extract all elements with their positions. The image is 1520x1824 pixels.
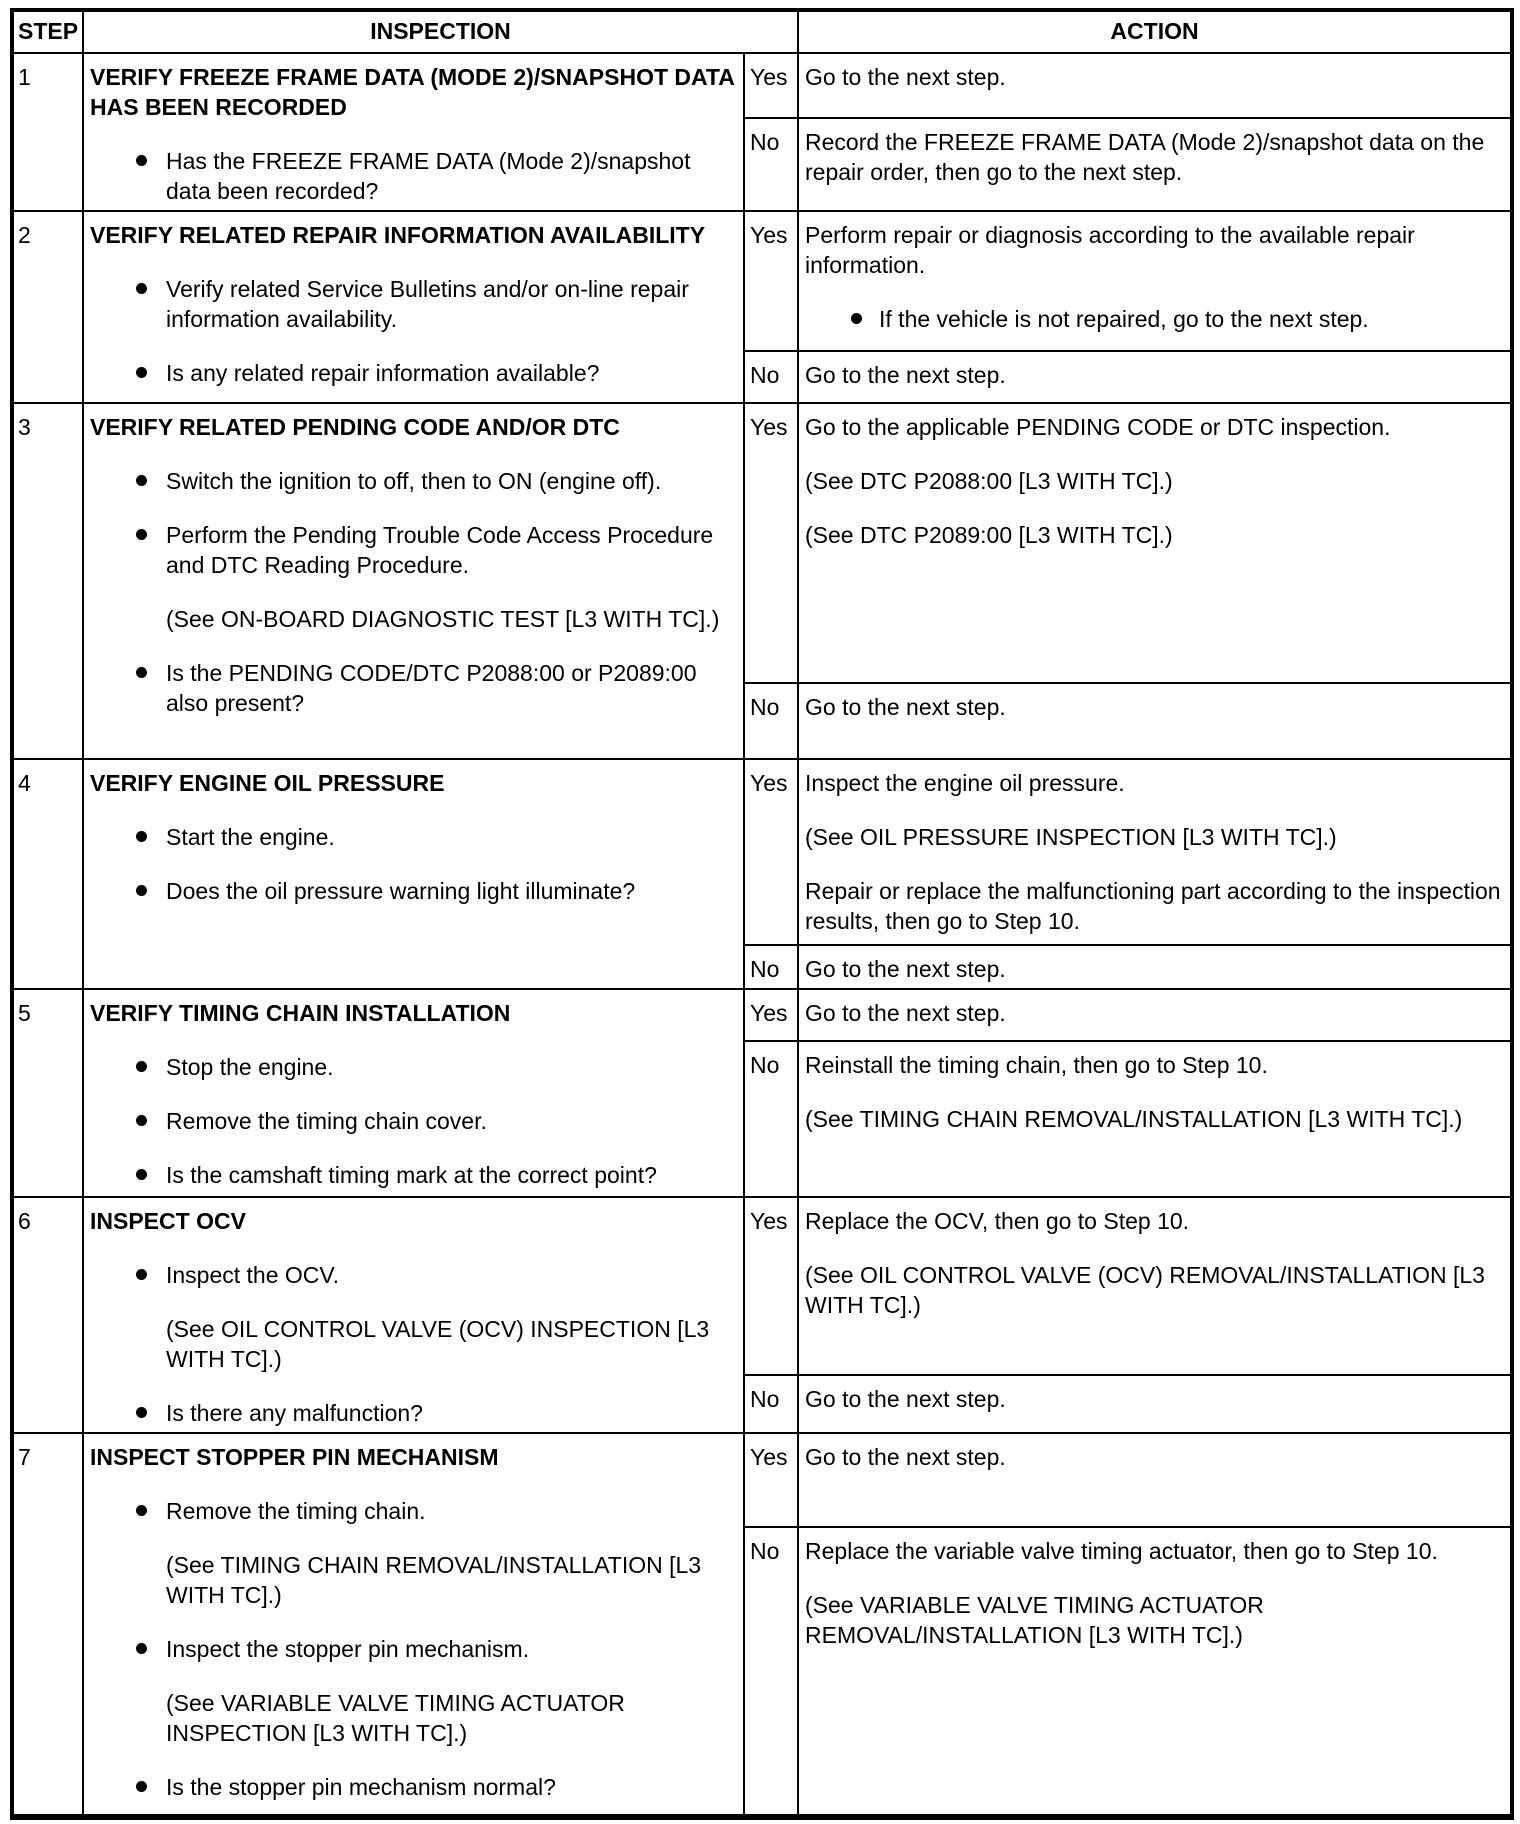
step-4-row-yes xyxy=(11,759,1511,945)
action-no xyxy=(798,118,1511,211)
inspection-reference: (See TIMING CHAIN REMOVAL/INSTALLATION [L3 WITH TC].) xyxy=(166,1552,702,1608)
action-reference: (See DTC P2088:00 [L3 WITH TC].) xyxy=(805,468,1173,494)
action-no xyxy=(798,1527,1511,1815)
action-yes xyxy=(798,1433,1511,1527)
action-no xyxy=(798,945,1511,989)
inspection-item: Is there any malfunction? xyxy=(90,1398,737,1428)
diagnostic-procedure-sheet xyxy=(10,8,1510,1816)
action-no xyxy=(798,683,1511,759)
inspection-item: Stop the engine. xyxy=(90,1052,737,1082)
inspection-reference: (See ON-BOARD DIAGNOSTIC TEST [L3 WITH TC].) xyxy=(166,606,720,632)
step-title: INSPECT STOPPER PIN MECHANISM xyxy=(90,1444,499,1470)
step-5-row-yes xyxy=(11,989,1511,1041)
action-reference: (See OIL CONTROL VALVE (OCV) REMOVAL/INSTALLATION [L3 WITH TC].) xyxy=(805,1262,1485,1318)
action-text: Replace the OCV, then go to Step 10. xyxy=(805,1208,1190,1234)
action-text: Go to the next step. xyxy=(805,1444,1006,1470)
yes-label: Yes xyxy=(744,53,798,118)
inspection-cell xyxy=(83,53,744,211)
inspection-item: Has the FREEZE FRAME DATA (Mode 2)/snapshot data been recorded? xyxy=(90,146,737,206)
inspection-item: Is any related repair information available? xyxy=(90,358,737,388)
inspection-item: Start the engine. xyxy=(90,822,737,852)
inspection-cell xyxy=(83,403,744,759)
no-label: No xyxy=(744,1041,798,1197)
action-text: Repair or replace the malfunctioning part according to the inspection results, then go to Step 10. xyxy=(805,878,1501,934)
inspection-item: Perform the Pending Trouble Code Access Procedure and DTC Reading Procedure. xyxy=(90,520,737,580)
step-title: VERIFY RELATED PENDING CODE AND/OR DTC xyxy=(90,414,620,440)
inspection-item: Is the PENDING CODE/DTC P2088:00 or P2089:00 also present? xyxy=(90,658,737,718)
no-label: No xyxy=(744,351,798,403)
action-text: Record the FREEZE FRAME DATA (Mode 2)/snapshot data on the repair order, then go to the next step. xyxy=(805,128,1485,185)
inspection-item: Switch the ignition to off, then to ON (engine off). xyxy=(90,466,737,496)
step-1-row-yes xyxy=(11,53,1511,118)
action-no xyxy=(798,1041,1511,1197)
inspection-item: Is the stopper pin mechanism normal? xyxy=(90,1772,737,1802)
step-number: 3 xyxy=(11,403,83,759)
step-title: VERIFY ENGINE OIL PRESSURE xyxy=(90,770,445,796)
step-2-row-yes xyxy=(11,211,1511,351)
no-label: No xyxy=(744,1375,798,1433)
diagnostic-table xyxy=(10,8,1512,1816)
header-step: STEP xyxy=(11,9,83,53)
action-no xyxy=(798,1375,1511,1433)
action-no xyxy=(798,351,1511,403)
yes-label: Yes xyxy=(744,1197,798,1375)
action-yes xyxy=(798,211,1511,351)
step-title: VERIFY FREEZE FRAME DATA (MODE 2)/SNAPSHOT DATA HAS BEEN RECORDED xyxy=(90,64,735,120)
action-text: Go to the next step. xyxy=(805,1000,1006,1026)
inspection-item: Inspect the stopper pin mechanism. xyxy=(90,1634,737,1664)
action-yes xyxy=(798,989,1511,1041)
header-action: ACTION xyxy=(798,9,1511,53)
inspection-reference: (See OIL CONTROL VALVE (OCV) INSPECTION [L3 WITH TC].) xyxy=(166,1316,710,1372)
action-yes xyxy=(798,403,1511,683)
action-reference: (See VARIABLE VALVE TIMING ACTUATOR REMOVAL/INSTALLATION [L3 WITH TC].) xyxy=(805,1592,1264,1648)
no-label: No xyxy=(744,118,798,211)
step-number: 6 xyxy=(11,1197,83,1433)
header-inspection: INSPECTION xyxy=(83,9,798,53)
step-title: VERIFY RELATED REPAIR INFORMATION AVAILABILITY xyxy=(90,222,706,248)
step-title: INSPECT OCV xyxy=(90,1208,246,1234)
yes-label: Yes xyxy=(744,989,798,1041)
action-text: Reinstall the timing chain, then go to Step 10. xyxy=(805,1052,1268,1078)
action-yes xyxy=(798,1197,1511,1375)
yes-label: Yes xyxy=(744,1433,798,1527)
action-reference: (See OIL PRESSURE INSPECTION [L3 WITH TC].) xyxy=(805,824,1337,850)
step-number: 7 xyxy=(11,1433,83,1815)
step-6-row-yes xyxy=(11,1197,1511,1375)
inspection-item: Does the oil pressure warning light illuminate? xyxy=(90,876,737,906)
action-text: Go to the applicable PENDING CODE or DTC inspection. xyxy=(805,414,1391,440)
action-yes xyxy=(798,53,1511,118)
action-text: Go to the next step. xyxy=(805,956,1006,982)
action-text: Perform repair or diagnosis according to the available repair information. xyxy=(805,222,1415,278)
inspection-item: Inspect the OCV. xyxy=(90,1260,737,1290)
header-row xyxy=(11,9,1511,53)
step-number: 2 xyxy=(11,211,83,403)
action-yes xyxy=(798,759,1511,945)
inspection-cell xyxy=(83,1433,744,1815)
no-label: No xyxy=(744,945,798,989)
yes-label: Yes xyxy=(744,211,798,351)
step-7-row-yes xyxy=(11,1433,1511,1527)
inspection-reference: (See VARIABLE VALVE TIMING ACTUATOR INSPECTION [L3 WITH TC].) xyxy=(166,1690,625,1746)
inspection-item: Remove the timing chain cover. xyxy=(90,1106,737,1136)
inspection-cell xyxy=(83,1197,744,1433)
step-title: VERIFY TIMING CHAIN INSTALLATION xyxy=(90,1000,511,1026)
no-label: No xyxy=(744,1527,798,1815)
action-text: Replace the variable valve timing actuator, then go to Step 10. xyxy=(805,1538,1438,1564)
inspection-cell xyxy=(83,759,744,989)
action-reference: (See TIMING CHAIN REMOVAL/INSTALLATION [L3 WITH TC].) xyxy=(805,1106,1463,1132)
action-reference: (See DTC P2089:00 [L3 WITH TC].) xyxy=(805,522,1173,548)
action-text: Go to the next step. xyxy=(805,694,1006,720)
action-text: Go to the next step. xyxy=(805,362,1006,388)
action-text: Go to the next step. xyxy=(805,1386,1006,1412)
action-text: Inspect the engine oil pressure. xyxy=(805,770,1125,796)
step-number: 4 xyxy=(11,759,83,989)
no-label: No xyxy=(744,683,798,759)
action-text: Go to the next step. xyxy=(805,64,1006,90)
yes-label: Yes xyxy=(744,403,798,683)
inspection-cell xyxy=(83,211,744,403)
inspection-item: Verify related Service Bulletins and/or on-line repair information availability. xyxy=(90,274,737,334)
step-number: 5 xyxy=(11,989,83,1197)
step-number: 1 xyxy=(11,53,83,211)
yes-label: Yes xyxy=(744,759,798,945)
inspection-item: Remove the timing chain. xyxy=(90,1496,737,1526)
step-3-row-yes xyxy=(11,403,1511,683)
inspection-item: Is the camshaft timing mark at the correct point? xyxy=(90,1160,737,1190)
inspection-cell xyxy=(83,989,744,1197)
action-bullet: If the vehicle is not repaired, go to the next step. xyxy=(805,304,1504,334)
